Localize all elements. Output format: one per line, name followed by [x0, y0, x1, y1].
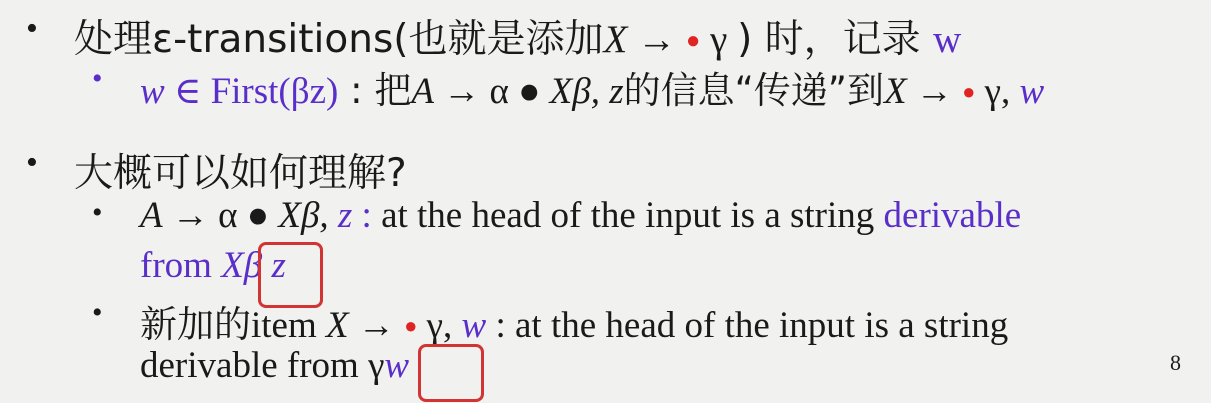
- s1-in: ∈ First(βz): [164, 71, 339, 112]
- l1-suffix: ) 时，记录: [737, 17, 934, 62]
- l1-prefix: 处理ε-transitions(也就是添加: [74, 17, 604, 62]
- sub-bullet-dot: •: [92, 296, 103, 329]
- s1-x: X: [883, 71, 907, 112]
- sub-bullet-new-item-cont: [140, 344, 409, 387]
- bullet-understanding: 大概可以如何理解?: [74, 151, 407, 196]
- sub-bullet-new-item: [140, 294, 1008, 348]
- s3-cont: derivable from γ: [140, 345, 385, 386]
- bullet-dot: •: [26, 144, 38, 181]
- s2-colon: :: [352, 195, 382, 236]
- s3-dot: ●: [404, 313, 418, 338]
- s3-w2: w: [384, 345, 410, 386]
- sub-bullet-dot: •: [92, 196, 103, 229]
- s1-tail: γ,: [975, 71, 1020, 112]
- s1-w2: w: [1019, 71, 1045, 112]
- s1-a: A: [411, 71, 434, 112]
- s1-colon: : 把: [338, 69, 412, 112]
- s3-arrow: →: [348, 305, 405, 346]
- sub-bullet-item-a: [140, 194, 1021, 237]
- s3-x: X: [326, 305, 349, 346]
- page-number: 8: [1170, 350, 1181, 375]
- l1-arrow: →: [627, 18, 686, 61]
- s2-text: at the head of the input is a string: [381, 195, 884, 236]
- s1-w: w: [140, 71, 165, 112]
- s1-dot: ●: [962, 79, 976, 104]
- s2-z: z: [328, 195, 353, 236]
- s3-text: : at the head of the input is a string: [486, 305, 1009, 346]
- s2-a: A: [140, 195, 163, 236]
- l1-gamma: γ: [700, 18, 738, 61]
- s1-rule: → α ●: [433, 71, 550, 112]
- bullet-epsilon-transitions: [74, 8, 961, 64]
- l1-w: w: [933, 18, 962, 61]
- bullet-dot: •: [26, 10, 38, 47]
- sub-bullet-first-set: [140, 60, 1044, 114]
- s3-item: item: [251, 305, 327, 346]
- s2-xb2: Xβ: [221, 245, 263, 286]
- highlight-box-w: [418, 344, 484, 402]
- s2-derivable: derivable: [883, 195, 1022, 236]
- l1-dot: ●: [685, 28, 701, 54]
- sub-bullet-dot: •: [92, 62, 103, 95]
- l1-x: X: [603, 18, 628, 61]
- s3-gamma: γ,: [417, 305, 462, 346]
- s3-prefix: 新加的: [140, 303, 251, 346]
- s1-info: 的信息“传递”到: [623, 69, 884, 112]
- s2-xb: Xβ,: [278, 195, 329, 236]
- s2-from: from: [140, 245, 222, 286]
- s2-z2: z: [262, 245, 286, 286]
- s3-w: w: [461, 305, 487, 346]
- s1-arrow: →: [906, 71, 963, 112]
- s2-rule: → α ●: [162, 195, 279, 236]
- s1-xb: Xβ, z: [549, 71, 624, 112]
